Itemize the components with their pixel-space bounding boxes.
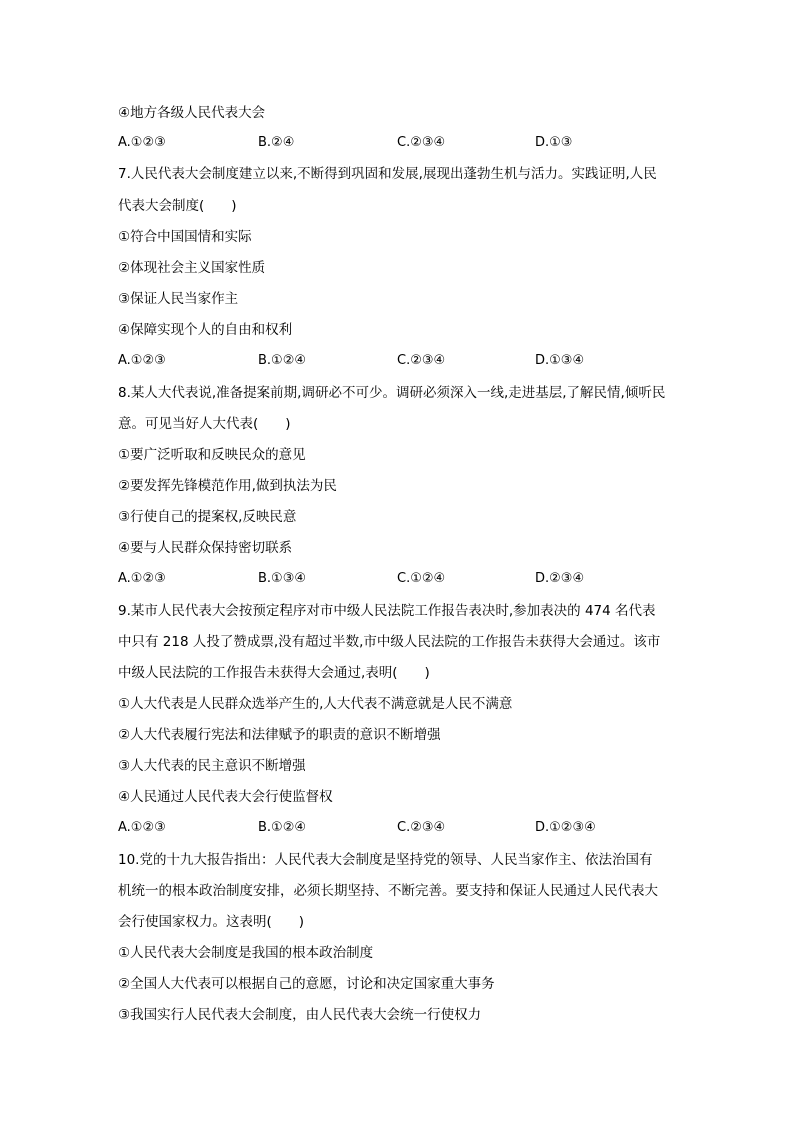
q8-stem-line-1: 8.某人大代表说,准备提案前期,调研必不可少。调研必须深入一线,走进基层,了解民情,倾听民 — [118, 385, 666, 401]
q7-option-a: A.①②③ — [118, 353, 166, 368]
q6-options — [118, 134, 678, 152]
q6-option-c: C.②③④ — [397, 135, 446, 150]
q9-item-1: ①人大代表是人民群众选举产生的,人大代表不满意就是人民不满意 — [118, 696, 513, 712]
q9-stem-line-2: 中只有 218 人投了赞成票,没有超过半数,市中级人民法院的工作报告未获得大会通过。该市 — [118, 634, 661, 650]
q9-option-b: B.①②④ — [258, 820, 307, 835]
q7-option-d: D.①③④ — [535, 353, 585, 368]
q7-item-2: ②体现社会主义国家性质 — [118, 260, 266, 276]
q10-item-1: ①人民代表大会制度是我国的根本政治制度 — [118, 945, 374, 961]
q10-item-2: ②全国人大代表可以根据自己的意愿，讨论和决定国家重大事务 — [118, 976, 495, 992]
q9-stem-line-3: 中级人民法院的工作报告未获得大会通过,表明( ) — [118, 665, 430, 681]
q7-stem-line-2: 代表大会制度( ) — [118, 198, 237, 214]
q7-stem-line-1: 7.人民代表大会制度建立以来,不断得到巩固和发展,展现出蓬勃生机与活力。实践证明,人民 — [118, 166, 657, 182]
q7-option-c: C.②③④ — [397, 353, 446, 368]
q9-item-3: ③人大代表的民主意识不断增强 — [118, 758, 306, 774]
q8-option-d: D.②③④ — [535, 571, 585, 586]
q6-item-4: ④地方各级人民代表大会 — [118, 105, 266, 121]
q9-stem-line-1: 9.某市人民代表大会按预定程序对市中级人民法院工作报告表决时,参加表决的 474 名代表 — [118, 603, 656, 619]
q6-option-b: B.②④ — [258, 135, 295, 150]
q8-item-4: ④要与人民群众保持密切联系 — [118, 540, 293, 556]
q7-item-3: ③保证人民当家作主 — [118, 291, 239, 307]
q8-option-a: A.①②③ — [118, 571, 166, 586]
q9-option-c: C.②③④ — [397, 820, 446, 835]
q10-stem-line-2: 机统一的根本政治制度安排，必须长期坚持、不断完善。要支持和保证人民通过人民代表大 — [118, 883, 658, 899]
q8-item-1: ①要广泛听取和反映民众的意见 — [118, 447, 306, 463]
q10-stem-line-3: 会行使国家权力。这表明( ) — [118, 914, 305, 930]
q9-item-2: ②人大代表履行宪法和法律赋予的职责的意识不断增强 — [118, 727, 441, 743]
q6-option-d: D.①③ — [535, 135, 573, 150]
q8-option-c: C.①②④ — [397, 571, 446, 586]
q9-option-d: D.①②③④ — [535, 820, 596, 835]
q6-option-a: A.①②③ — [118, 135, 166, 150]
q10-stem-line-1: 10.党的十九大报告指出：人民代表大会制度是坚持党的领导、人民当家作主、依法治国有 — [118, 852, 653, 868]
q7-item-1: ①符合中国国情和实际 — [118, 229, 252, 245]
q8-option-b: B.①③④ — [258, 571, 307, 586]
q9-option-a: A.①②③ — [118, 820, 166, 835]
q10-item-3: ③我国实行人民代表大会制度，由人民代表大会统一行使权力 — [118, 1007, 482, 1023]
q8-options — [118, 570, 678, 588]
q7-option-b: B.①②④ — [258, 353, 307, 368]
q7-item-4: ④保障实现个人的自由和权利 — [118, 322, 293, 338]
q8-item-3: ③行使自己的提案权,反映民意 — [118, 509, 297, 525]
q8-stem-line-2: 意。可见当好人大代表( ) — [118, 416, 291, 432]
q9-item-4: ④人民通过人民代表大会行使监督权 — [118, 789, 333, 805]
q9-options — [118, 819, 678, 837]
q8-item-2: ②要发挥先锋模范作用,做到执法为民 — [118, 478, 337, 494]
q7-options — [118, 352, 678, 370]
